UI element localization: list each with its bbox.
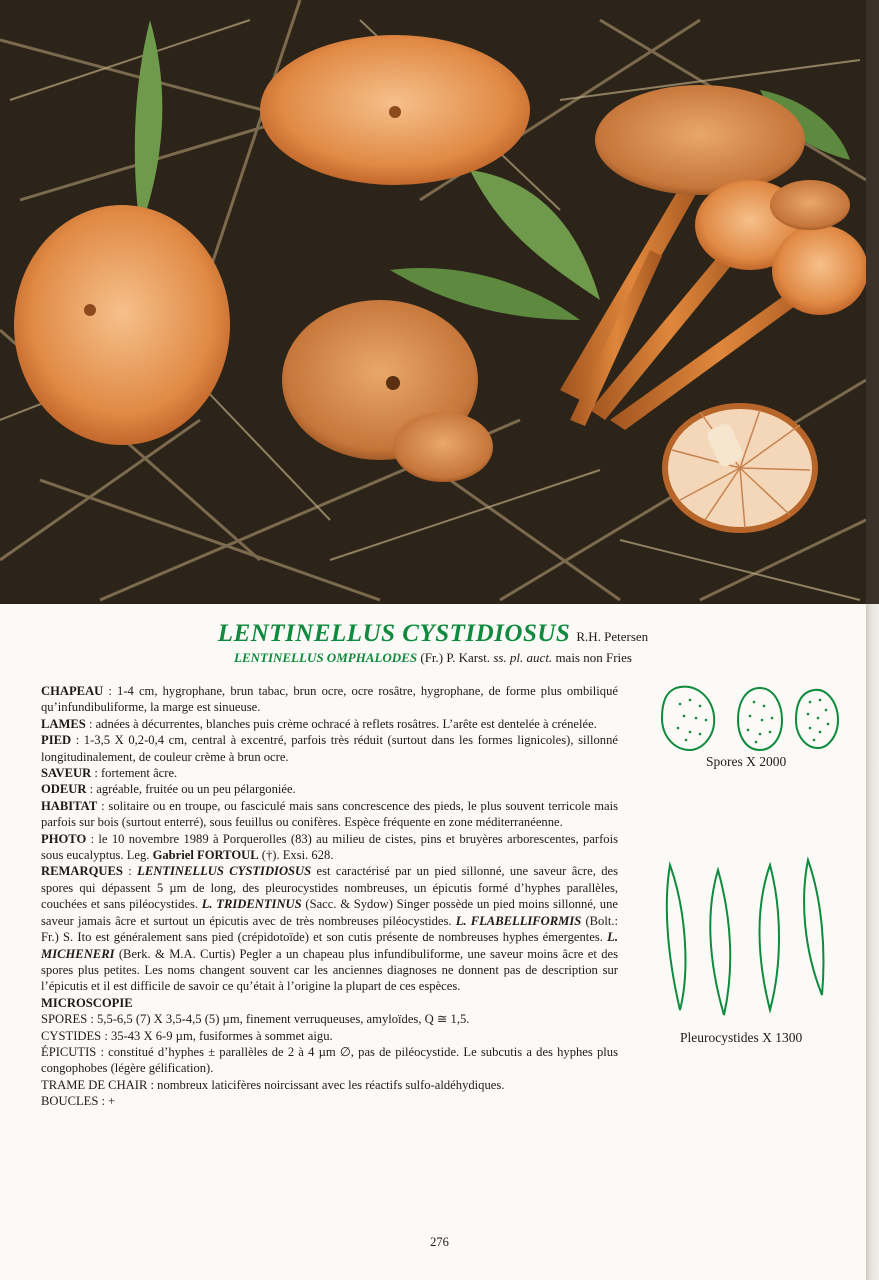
spore-1	[662, 687, 714, 750]
spore-2	[738, 688, 782, 750]
remarques-paragraph	[41, 863, 618, 994]
photo-text: : le 10 novembre 1989 à Porquerolles (83) au milieu de cistes, pins et bruyères arborescentes, parfois sous eucalyptus. Leg.	[41, 831, 618, 863]
odeur-paragraph	[41, 781, 618, 797]
synonym-name: LENTINELLUS OMPHALODES	[234, 650, 418, 665]
trame-line: TRAME DE CHAIR : nombreux laticifères noircissant avec les réactifs sulfo-aldéhydiques.	[41, 1077, 505, 1092]
species-title-block	[0, 620, 866, 666]
microscopie-label: MICROSCOPIE	[41, 995, 133, 1010]
saveur-text: : fortement âcre.	[91, 766, 178, 781]
remarques-text-5: (Berk. & M.A. Curtis) Pegler a un chapeau plus infundibuliforme, une saveur moins âcre et des spores plus petites. Les noms changent souvent car les anciennes diagnoses ne donnent pas de description sur l’épicutis et il est difficile de savoir ce qu’était à l’origine la plupart de ces espèces.	[41, 946, 618, 994]
remarques-text-2: est caractérisé par un pied sillonné, une saveur âcre, des spores qui dépassent 5 µm de long, des pleurocystides nombreuses, un épicutis formé d’hyphes parallèles, couchées et sans piléocystides.	[41, 864, 618, 912]
synonym-tail: mais non Fries	[555, 650, 632, 665]
photo-label: PHOTO	[41, 831, 87, 846]
species-author: R.H. Petersen	[576, 629, 649, 644]
cystidia-drawings	[667, 860, 824, 1015]
odeur-label: ODEUR	[41, 782, 87, 797]
page-number: 276	[430, 1235, 449, 1249]
remarques-species-2: L. TRIDENTINUS	[201, 897, 302, 912]
synonym-author: (Fr.) P. Karst.	[420, 650, 491, 665]
chapeau-text: : 1-4 cm, hygrophane, brun tabac, brun ocre, ocre rosâtre, hygrophane, de forme plus ombiliqué qu’infundibuliforme, la marge est sinueuse.	[41, 684, 618, 715]
spores-line: SPORES : 5,5-6,5 (7) X 3,5-4,5 (5) µm, finement verruqueuses, amyloïdes, Q ≅ 1,5.	[41, 1012, 470, 1027]
cystidium-2	[710, 870, 730, 1015]
cystides-line: CYSTIDES : 35-43 X 6-9 µm, fusiformes à sommet aigu.	[41, 1028, 333, 1043]
species-name: LENTINELLUS CYSTIDIOSUS	[217, 620, 571, 647]
photo-leg: Gabriel FORTOUL	[152, 848, 259, 863]
photo-paragraph	[41, 831, 618, 864]
species-title	[0, 620, 866, 648]
drawings-svg	[650, 670, 860, 1030]
microscopy-drawings	[650, 670, 860, 1090]
synonym-note: ss. pl. auct.	[493, 650, 553, 665]
spore-warts	[677, 699, 830, 744]
remarques-label: REMARQUES	[41, 864, 123, 879]
odeur-text: : agréable, fruitée ou un peu pélargoniée.	[86, 782, 296, 797]
cystidium-1	[667, 865, 686, 1010]
chapeau-label: CHAPEAU	[41, 684, 104, 698]
microscopie-heading	[41, 995, 618, 1011]
habitat-label: HABITAT	[41, 798, 98, 813]
cystidium-4	[804, 860, 823, 995]
remarques-species-4: L. MICHENERI	[41, 930, 618, 961]
saveur-paragraph	[41, 765, 618, 781]
pied-paragraph	[41, 732, 618, 765]
epicutis-line: ÉPICUTIS : constitué d’hyphes ± parallèles de 2 à 4 µm ∅, pas de piléocystide. Le subcutis a des hyphes plus congophobes (légère gélification).	[41, 1044, 618, 1076]
mushroom-photo-drawing	[0, 0, 866, 604]
lames-paragraph	[41, 716, 618, 732]
pied-label: PIED	[41, 733, 72, 748]
boucles-line: BOUCLES : +	[41, 1094, 116, 1109]
spore-3	[796, 690, 838, 748]
habitat-text: : solitaire ou en troupe, ou fasciculé mais sans concrescence des pieds, le plus souvent terricole mais parfois sur bois (surtout enterré), sous feuillus ou conifères. Espèce fréquente en zone méditerranéenne.	[41, 798, 618, 830]
chapeau-paragraph	[41, 683, 618, 716]
photo-tail: (†). Exsi. 628.	[258, 848, 334, 863]
mushroom-photo	[0, 0, 866, 604]
remarques-species-1: LENTINELLUS CYSTIDIOSUS	[137, 864, 312, 879]
habitat-paragraph	[41, 798, 618, 831]
cystidium-3	[760, 865, 780, 1010]
lames-text: : adnées à décurrentes, blanches puis crème ochracé à reflets rosâtres. L’arête est dentelée à crénelée.	[85, 716, 597, 731]
spore-drawings	[662, 687, 838, 750]
cystides-caption: Pleurocystides X 1300	[680, 1030, 803, 1045]
description-text	[41, 683, 618, 1110]
lames-label: LAMES	[41, 716, 86, 731]
remarques-text-4: (Bolt.: Fr.) S. Ito est généralement sans pied (crépidotoïde) et son cutis présente de nombreuses hyphes émergentes.	[41, 913, 618, 945]
photo-edge	[866, 0, 879, 604]
saveur-label: SAVEUR	[41, 766, 92, 781]
remarques-text-1: :	[122, 864, 138, 879]
remarques-text-3: (Sacc. & Sydow) Singer possède un pied moins sillonné, une saveur jamais âcre et surtout un épicutis avec de très nombreuses piléocystides.	[41, 897, 618, 928]
synonym-line	[0, 650, 866, 666]
remarques-species-3: L. FLABELLIFORMIS	[455, 913, 582, 928]
spores-caption: Spores X 2000	[706, 754, 787, 769]
pied-text: : 1-3,5 X 0,2-0,4 cm, central à excentré, parfois très réduit (surtout dans les formes lignicoles), sillonné longitudinalement, de couleur crème à brun ocre.	[41, 733, 618, 764]
